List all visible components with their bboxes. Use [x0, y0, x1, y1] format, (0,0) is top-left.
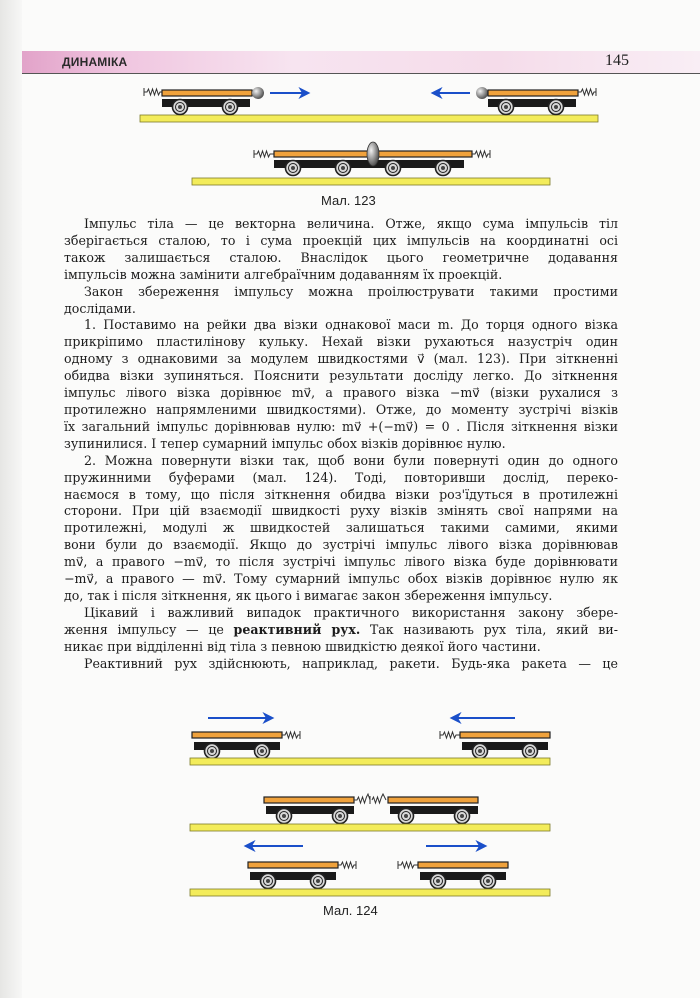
figure-caption-123: Мал. 123: [321, 193, 376, 208]
paragraph-2: Закон збереження імпульсу можна проілюструвати такими простими дослідами.: [64, 283, 618, 316]
cart-left: [144, 87, 308, 115]
term-reactive-motion: реактивний рух.: [233, 621, 361, 637]
figure-mal-124: [180, 708, 560, 900]
cart-right: [433, 87, 596, 115]
carts-joined: [254, 142, 490, 176]
figure-caption-124: Мал. 124: [323, 903, 378, 918]
body-text: [64, 216, 618, 672]
rail: [192, 178, 550, 185]
paragraph-1: Імпульс тіла — це векторна величина. Отже, якщо сума імпульсів тіл зберігається сталою, то і сума проекцій цих імпульсів на координатні осі також залишається сталою. Внаслідок цього геометричне додавання імпульсів можна замінити алгебраїчним додаванням їх проекцій.: [64, 216, 618, 282]
paragraph-rockets: Реактивний рух здійснюють, наприклад, ракети. Будь-яка ракета — це: [84, 655, 618, 671]
rail: [140, 115, 598, 122]
page-binding-shadow: [0, 0, 22, 998]
paragraph-experiment-1: 1. Поставимо на рейки два візки однакової маси m. До торця одного візка прикріпимо пластилінову кульку. Нехай візки рухаються назустріч один одному з однаковими за модулем швидкостями v⃗ (мал. 123). При зіткненні обидва візки зупиняться. Пояснити результати досліду легко. До зіткнення імпульс лівого візка дорівнює mv⃗, а правого візка −mv⃗ (візки рухалися з протилежно напрямленими швидкостями). Отже, до моменту зустрічі візків їх загальний імпульс дорівнював нулю: mv⃗ +(−mv⃗) = 0 . Після зіткнення візки зупинилися. І тепер сумарний імпульс обох візків дорівнює нулю.: [64, 317, 618, 451]
paragraph-reactive-motion: Цікавий і важливий випадок практичного використання закону збере- ження імпульсу — це реактивний рух. Так називають рух тіла, який ви- никає при відділенні від тіла з певною швидкістю деякої його частини.: [64, 604, 618, 654]
figure-mal-123: [130, 78, 610, 190]
section-title: ДИНАМІКА: [62, 55, 128, 69]
paragraph-experiment-2: 2. Можна повернути візки так, щоб вони були повернуті один до одного пружинними буферами (мал. 124). Тоді, повторивши дослід, переко- наємося в тому, що після зіткнення обидва візки роз'їдуться в протилежні сторони. При цій взаємодії швидкості руху візків змінять свої напрями на протилежні, модулі ж швидкостей залишаться такими самими, якими вони були до взаємодії. Якщо до зустрічі імпульс лівого візка дорівнював mv⃗, а правого −mv⃗, то після зустрічі імпульс лівого візка буде дорівнювати −mv⃗, а правого — mv⃗. Тому сумарний імпульс обох візків дорівнює нулю як до, так і після зіткнення, як цього і вимагає закон збереження імпульсу.: [64, 452, 618, 603]
page-number: 145: [605, 52, 629, 69]
